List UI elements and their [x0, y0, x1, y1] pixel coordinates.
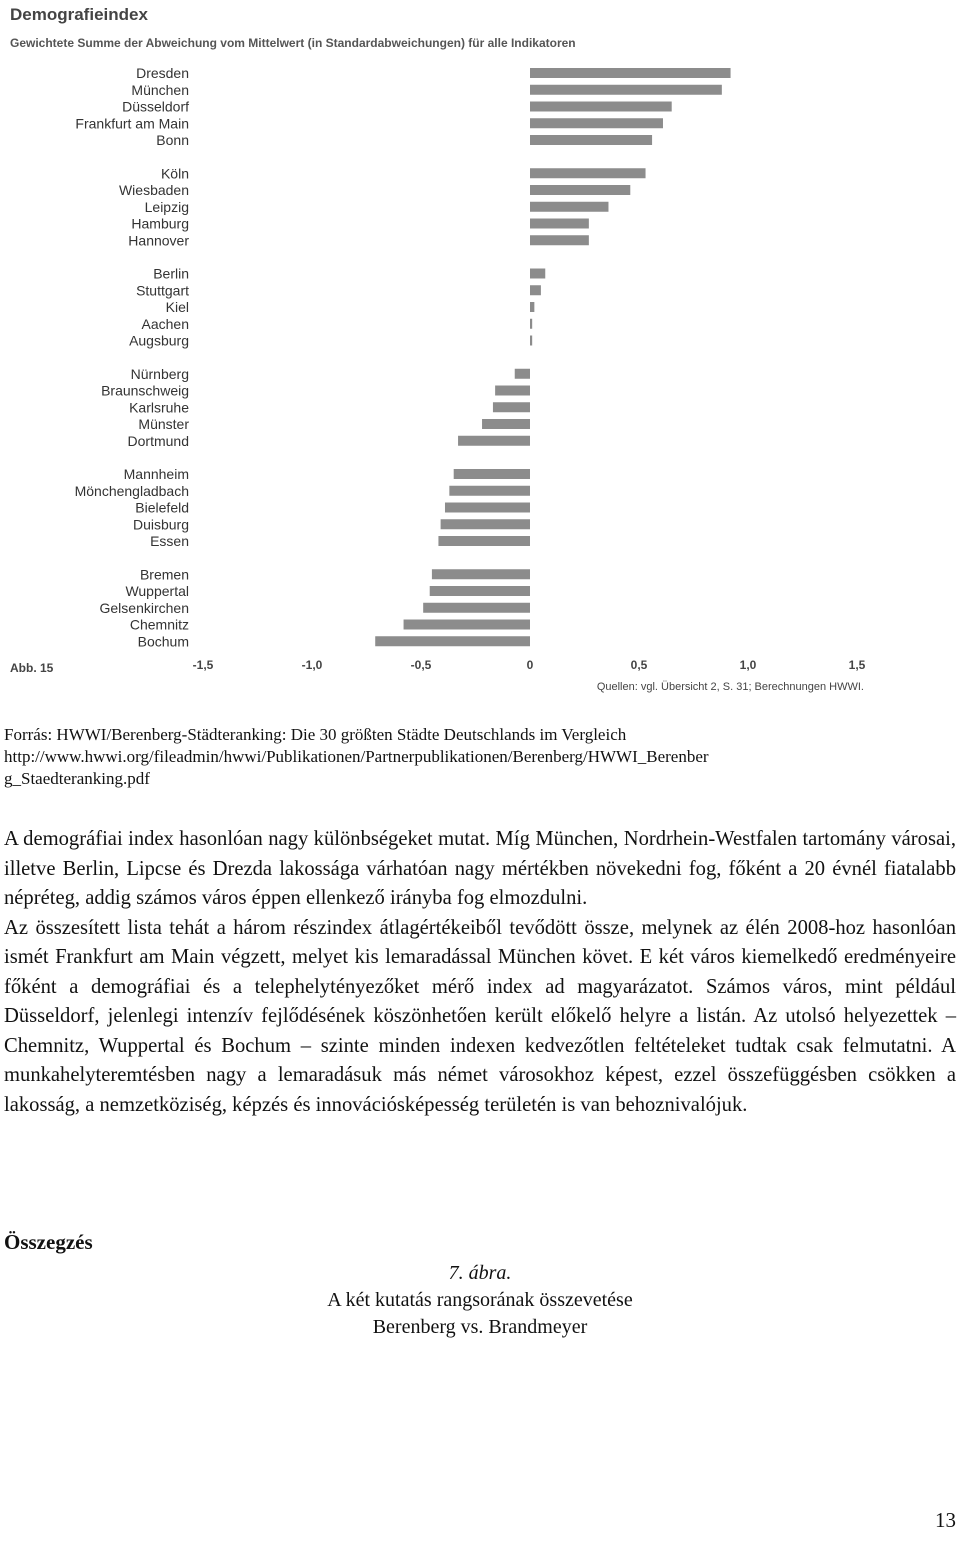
- bar-aachen: [530, 319, 532, 329]
- label-frankfurt-am-main: Frankfurt am Main: [75, 115, 189, 132]
- label-leipzig: Leipzig: [144, 198, 189, 215]
- bar-frankfurt-am-main: [530, 118, 663, 128]
- page-number: 13: [935, 1508, 956, 1532]
- bar-koln: [530, 168, 646, 178]
- bar-duisburg: [441, 519, 530, 529]
- bar-gelsenkirchen: [423, 603, 530, 613]
- source-line-2: http://www.hwwi.org/fileadmin/hwwi/Publikationen/Partnerpublikationen/Berenberg/HWWI_Berenber: [4, 747, 709, 766]
- label-duisburg: Duisburg: [132, 516, 189, 533]
- label-munchen: München: [131, 81, 189, 98]
- bar-wiesbaden: [530, 185, 630, 195]
- caption-line-1: A két kutatás rangsorának összevetése: [327, 1289, 633, 1311]
- bars-group: [375, 68, 730, 646]
- summary-heading: Összegzés: [4, 1230, 93, 1254]
- paragraph-2: Az összesített lista tehát a három részindex átlagértékeiből tevődött össze, melynek az élén 2008-hoz hasonlóan ismét Frankfurt am Main végzett, melyet kis lemaradással München követ. E két város kiemelkedő eredményeire főként a demográfiai és a telephelytényezőket mérő index ad magyarázatot. Számos város, mint például Düsseldorf, jelenlegi intenzív fejlődésének köszönhetően került előkelő helyre a listán. Az utolsó helyezettek – Chemnitz, Wuppertal és Bochum – szinte minden indexen kedvezőtlen feltételeket tudtak csak felmutatni. A munkahelyteremtésben nagy a lemaradásuk más német városokhoz képest, ezzel összefüggésben csökken a lakosság, a nemzetköziség, képzés és innovációsképesség területén is van behoznivalójuk.: [4, 916, 956, 1116]
- label-bremen: Bremen: [139, 566, 189, 583]
- label-chemnitz: Chemnitz: [129, 616, 189, 633]
- figure-label: Abb. 15: [10, 661, 54, 675]
- bar-nurnberg: [515, 369, 530, 379]
- tick-label: -0,5: [410, 658, 432, 672]
- bar-augsburg: [530, 336, 532, 346]
- chart-source: Quellen: vgl. Übersicht 2, S. 31; Berechnungen HWWI.: [596, 681, 864, 693]
- tick-label: 1,0: [739, 658, 757, 672]
- paragraph-1: A demográfiai index hasonlóan nagy különbségeket mutat. Míg München, Nordrhein-Westfalen tartomány városai, illetve Berlin, Lipcse és Drezda lakossága várhatóan nagy mértékben növekedni fog, főként a 20 évnél fiatalabb népréteg, addig számos város éppen ellenkező irányba fog elmozdulni.: [4, 828, 956, 909]
- label-karlsruhe: Karlsruhe: [129, 399, 189, 416]
- label-hamburg: Hamburg: [131, 215, 189, 232]
- source-citation: [4, 724, 956, 790]
- x-axis-ticks: [193, 658, 866, 672]
- figure-caption: [0, 1260, 960, 1341]
- bar-leipzig: [530, 202, 608, 212]
- label-hannover: Hannover: [128, 232, 189, 249]
- label-nurnberg: Nürnberg: [130, 365, 189, 382]
- bar-stuttgart: [530, 285, 541, 295]
- bar-dortmund: [458, 436, 530, 446]
- tick-label: 0,5: [630, 658, 648, 672]
- label-gelsenkirchen: Gelsenkirchen: [99, 599, 189, 616]
- figure-number: 7. ábra.: [448, 1262, 512, 1284]
- bar-hamburg: [530, 219, 589, 229]
- bar-munster: [482, 419, 530, 429]
- tick-label: 0: [526, 658, 534, 672]
- tick-label: -1,5: [192, 658, 214, 672]
- bar-berlin: [530, 269, 545, 279]
- bar-kiel: [530, 302, 534, 312]
- label-dresden: Dresden: [136, 65, 189, 81]
- caption-line-2: Berenberg vs. Brandmeyer: [372, 1316, 588, 1338]
- label-aachen: Aachen: [141, 315, 189, 332]
- label-dusseldorf: Düsseldorf: [122, 98, 189, 115]
- tick-label: -1,0: [301, 658, 323, 672]
- label-kiel: Kiel: [165, 299, 189, 315]
- bar-braunschweig: [495, 386, 530, 396]
- label-bochum: Bochum: [137, 633, 189, 650]
- source-line-1: Forrás: HWWI/Berenberg-Städteranking: Die 30 größten Städte Deutschlands im Vergleich: [4, 725, 627, 744]
- label-braunschweig: Braunschweig: [101, 382, 189, 399]
- chart-title: Demografieindex: [10, 5, 148, 24]
- bar-bonn: [530, 135, 652, 145]
- bar-munchen: [530, 85, 722, 95]
- label-munster: Münster: [138, 416, 189, 432]
- bar-mannheim: [454, 469, 530, 479]
- label-essen: Essen: [150, 533, 189, 549]
- label-augsburg: Augsburg: [129, 332, 189, 349]
- source-line-3: g_Staedteranking.pdf: [4, 769, 150, 788]
- demografieindex-chart: [0, 0, 960, 700]
- bar-monchengladbach: [449, 486, 530, 496]
- body-text: [4, 825, 956, 1120]
- bar-wuppertal: [430, 586, 530, 596]
- label-wiesbaden: Wiesbaden: [118, 182, 189, 198]
- chart-subtitle: Gewichtete Summe der Abweichung vom Mittelwert (in Standardabweichungen) für alle Indikatoren: [10, 36, 576, 50]
- bar-chemnitz: [404, 620, 530, 630]
- bar-bochum: [375, 636, 530, 646]
- bar-hannover: [530, 235, 589, 245]
- label-bielefeld: Bielefeld: [135, 499, 189, 516]
- label-mannheim: Mannheim: [123, 466, 189, 482]
- bar-karlsruhe: [493, 402, 530, 412]
- city-labels-group: [75, 65, 190, 649]
- tick-label: 1,5: [848, 658, 866, 672]
- label-wuppertal: Wuppertal: [125, 583, 189, 599]
- bar-bielefeld: [445, 503, 530, 513]
- label-monchengladbach: Mönchengladbach: [74, 482, 189, 499]
- label-dortmund: Dortmund: [127, 432, 189, 449]
- label-koln: Köln: [160, 165, 189, 182]
- bar-dusseldorf: [530, 102, 672, 112]
- bar-dresden: [530, 68, 731, 78]
- label-stuttgart: Stuttgart: [136, 282, 189, 299]
- bar-bremen: [432, 569, 530, 579]
- label-bonn: Bonn: [156, 132, 189, 148]
- bar-essen: [438, 536, 530, 546]
- label-berlin: Berlin: [153, 265, 189, 282]
